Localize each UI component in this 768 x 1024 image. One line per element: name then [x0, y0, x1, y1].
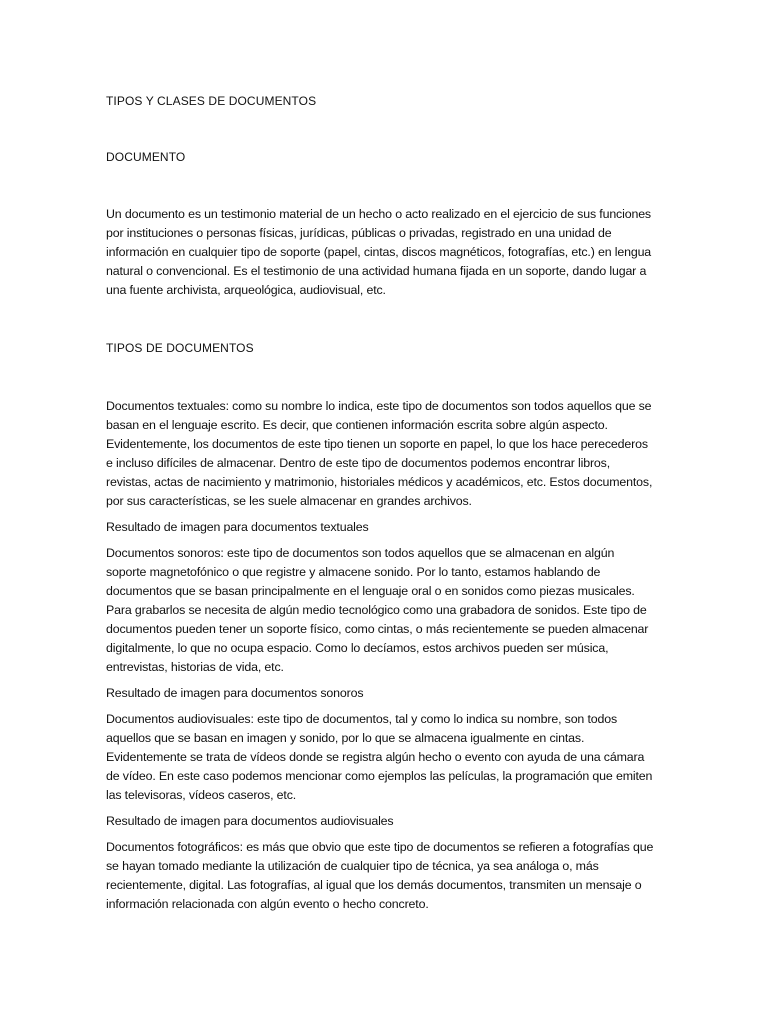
paragraph-documentos-textuales: Documentos textuales: como su nombre lo indica, este tipo de documentos son todos aquellos que se basan en el lenguaje escrito. Es decir, que contienen información escrita sobre algún aspecto. Evidentemente, los documentos de este tipo tienen un soporte en papel, lo que los hace perecederos e incluso difíciles de almacenar. Dentro de este tipo de documentos podemos encontrar libros, revistas, actas de nacimiento y matrimonio, historiales médicos y académicos, etc. Estos documentos, por sus características, se les suele almacenar en grandes archivos.	[106, 399, 653, 508]
caption-audiovisuales: Resultado de imagen para documentos audiovisuales	[106, 814, 394, 828]
paragraph-documentos-sonoros: Documentos sonoros: este tipo de documentos son todos aquellos que se almacenan en algún soporte magnetofónico o que registre y almacene sonido. Por lo tanto, estamos hablando de documentos que se basan principalmente en el lenguaje oral o en sonidos como piezas musicales. Para grabarlos se necesita de algún medio tecnológico como una grabadora de sonidos. Este tipo de documentos pueden tener un soporte físico, como cintas, o más recientemente se pueden almacenar digitalmente, lo que no ocupa espacio. Como lo decíamos, estos archivos pueden ser música, entrevistas, historias de vida, etc.	[106, 546, 649, 674]
document-title: TIPOS Y CLASES DE DOCUMENTOS	[106, 94, 317, 108]
paragraph-documentos-audiovisuales: Documentos audiovisuales: este tipo de documentos, tal y como lo indica su nombre, son todos aquellos que se basan en imagen y sonido, por lo que se almacena igualmente en cintas. Evidentemente se trata de vídeos donde se registra algún hecho o evento con ayuda de una cámara de vídeo. En este caso podemos mencionar como ejemplos las películas, la programación que emiten las televisoras, vídeos caseros, etc.	[106, 712, 653, 802]
section-heading-tipos: TIPOS DE DOCUMENTOS	[106, 341, 254, 355]
caption-textuales: Resultado de imagen para documentos textuales	[106, 520, 369, 534]
paragraph-documento-definition: Un documento es un testimonio material de un hecho o acto realizado en el ejercicio de sus funciones por instituciones o personas físicas, jurídicas, públicas o privadas, registrado en una unidad de información en cualquier tipo de soporte (papel, cintas, discos magnéticos, fotografías, etc.) en lengua natural o convencional. Es el testimonio de una actividad humana fijada en un soporte, dando lugar a una fuente archivista, arqueológica, audiovisual, etc.	[106, 207, 652, 297]
document-page	[106, 92, 654, 914]
caption-sonoros: Resultado de imagen para documentos sonoros	[106, 686, 364, 700]
paragraph-documentos-fotograficos: Documentos fotográficos: es más que obvio que este tipo de documentos se refieren a fotografías que se hayan tomado mediante la utilización de cualquier tipo de técnica, ya sea análoga o, más recientemente, digital. Las fotografías, al igual que los demás documentos, transmiten un mensaje o información relacionada con algún evento o hecho concreto.	[106, 840, 654, 911]
section-heading-documento: DOCUMENTO	[106, 150, 186, 164]
